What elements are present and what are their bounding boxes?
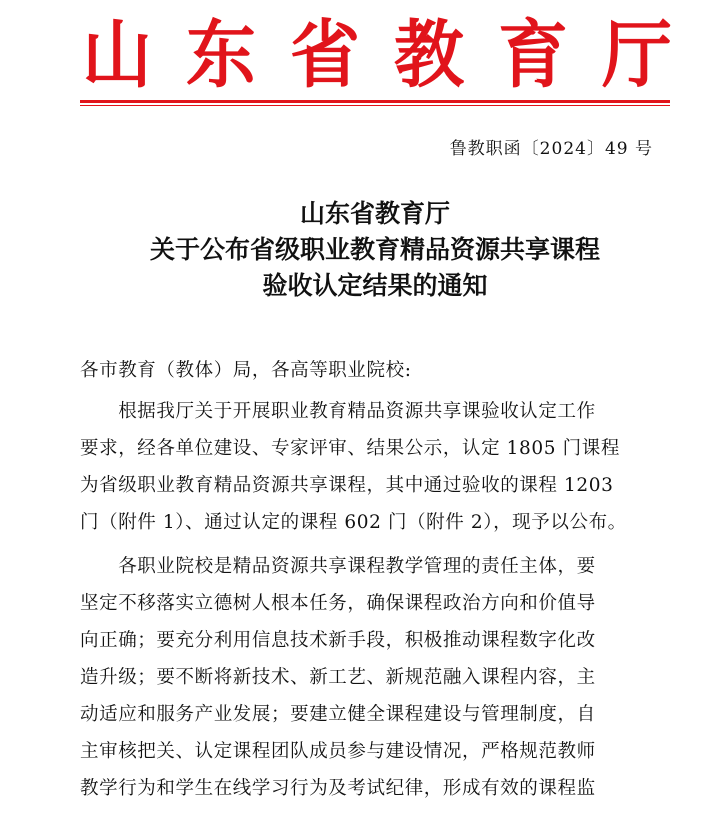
body-paragraph [80,548,596,807]
masthead-char: 育 [498,10,568,99]
paragraph-line: 教学行为和学生在线学习行为及考试纪律，形成有效的课程监 [80,778,596,799]
document-number: 鲁教职函〔2024〕49 号 [449,139,653,159]
masthead-char: 省 [290,10,360,99]
paragraph-line: 向正确；要充分利用信息技术新手段，积极推动课程数字化改 [80,630,596,651]
title-line: 山东省教育厅 [299,199,450,228]
paragraph-line: 根据我厅关于开展职业教育精品资源共享课验收认定工作 [80,401,596,422]
document-masthead [82,10,672,99]
paragraph-line: 门（附件 1）、通过认定的课程 602 门（附件 2），现予以公布。 [80,512,627,533]
document-title [80,196,670,304]
paragraph-line: 为省级职业教育精品资源共享课程，其中通过验收的课程 1203 [80,475,614,496]
paragraph-line: 造升级；要不断将新技术、新工艺、新规范融入课程内容，主 [80,667,596,688]
body-paragraph [80,393,627,541]
masthead-char: 东 [186,10,256,99]
masthead-red-rule [80,100,670,103]
title-line: 关于公布省级职业教育精品资源共享课程 [149,235,600,264]
paragraph-line: 坚定不移落实立德树人根本任务，确保课程政治方向和价值导 [80,593,596,614]
paragraph-line: 要求，经各单位建设、专家评审、结果公示，认定 1805 门课程 [80,438,620,459]
salutation: 各市教育（教体）局，各高等职业院校: [80,360,412,381]
masthead-char: 山 [82,10,152,99]
paragraph-line: 各职业院校是精品资源共享课程教学管理的责任主体，要 [80,556,596,577]
masthead-char: 厅 [602,10,672,99]
masthead-red-rule-thin [80,105,670,106]
title-line: 验收认定结果的通知 [262,271,488,300]
paragraph-line: 主审核把关、认定课程团队成员参与建设情况，严格规范教师 [80,741,596,762]
masthead-char: 教 [394,10,464,99]
paragraph-line: 动适应和服务产业发展；要建立健全课程建设与管理制度，自 [80,704,596,725]
